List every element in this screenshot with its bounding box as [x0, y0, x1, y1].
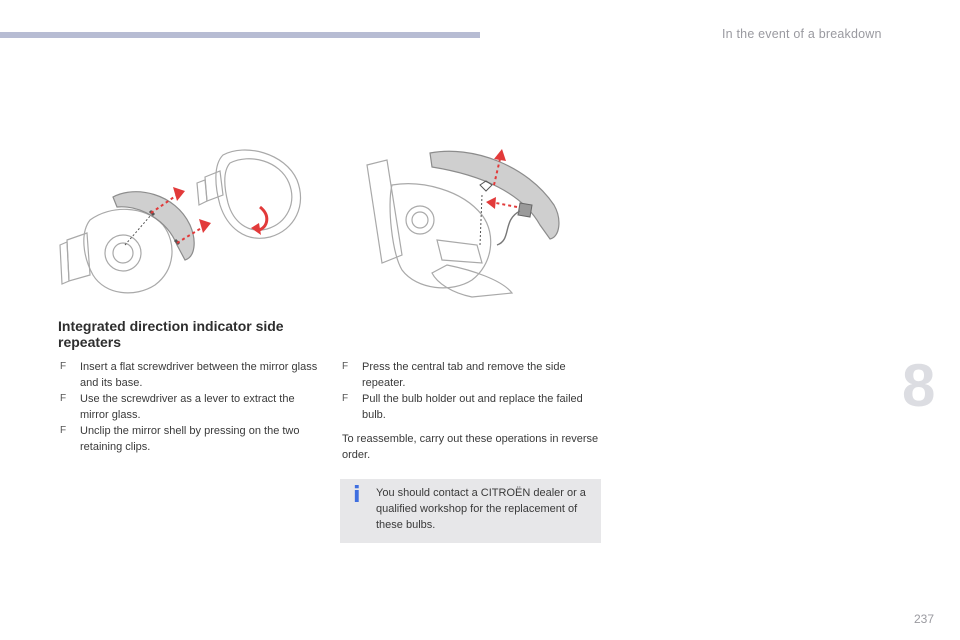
step-text: Insert a flat screwdriver between the mirror glass and its base.: [80, 361, 318, 389]
steps-list-right: [342, 359, 600, 423]
step-item: [342, 359, 600, 391]
step-text: Unclip the mirror shell by pressing on the two retaining clips.: [80, 425, 300, 453]
reassemble-note: To reassemble, carry out these operations in reverse order.: [342, 433, 599, 461]
info-icon: i: [353, 483, 361, 508]
step-item: [60, 423, 320, 455]
chapter-number: 8: [902, 352, 936, 419]
section-title: Integrated direction indicator side repeaters: [58, 318, 284, 350]
chapter-title: In the event of a breakdown: [722, 27, 882, 41]
step-marker: F: [60, 393, 67, 404]
step-marker: F: [60, 361, 67, 372]
step-marker: F: [342, 361, 349, 372]
steps-list-left: [60, 359, 320, 455]
info-box: [340, 479, 601, 543]
step-text: Use the screwdriver as a lever to extract the mirror glass.: [80, 393, 295, 421]
page-number: 237: [914, 612, 935, 626]
step-item: [342, 391, 600, 423]
step-text: Press the central tab and remove the side repeater.: [362, 361, 566, 389]
step-marker: F: [60, 425, 67, 436]
info-text: You should contact a CITROËN dealer or a qualified workshop for the replacement of these bulbs.: [376, 487, 586, 531]
step-marker: F: [342, 393, 349, 404]
step-item: [60, 359, 320, 391]
step-item: [60, 391, 320, 423]
step-text: Pull the bulb holder out and replace the failed bulb.: [362, 393, 583, 421]
side-repeater-illustration: [362, 145, 582, 305]
header-accent-bar: [0, 32, 480, 38]
mirror-removal-illustration: [55, 135, 315, 310]
